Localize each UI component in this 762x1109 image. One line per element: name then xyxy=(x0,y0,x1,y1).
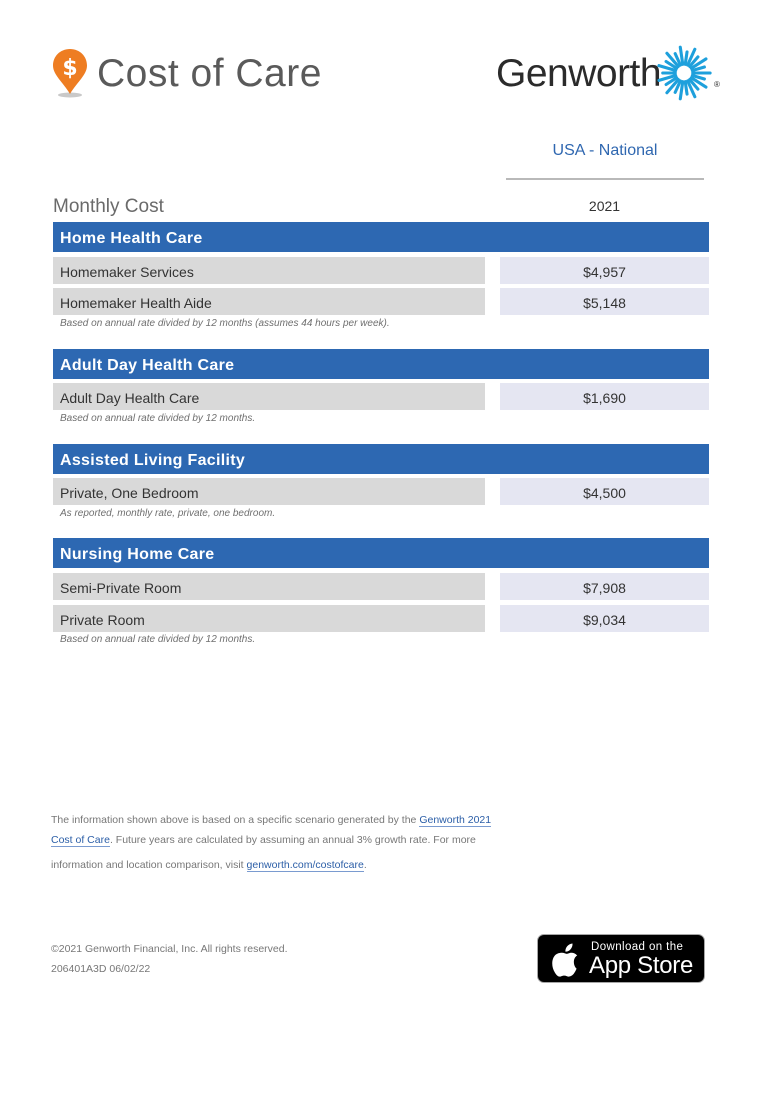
apple-logo-icon xyxy=(552,943,580,977)
row-value: $5,148 xyxy=(500,288,709,315)
copyright: ©2021 Genworth Financial, Inc. All rights reserved. xyxy=(51,943,288,955)
app-store-small-label: Download on the xyxy=(591,941,684,953)
row-value: $7,908 xyxy=(500,573,709,600)
disclaimer-line-2 xyxy=(51,834,476,846)
genworth-starburst-icon xyxy=(654,44,714,102)
document-code: 206401A3D 06/02/22 xyxy=(51,963,151,975)
disclaimer-line-3 xyxy=(51,859,367,871)
genworth-logo xyxy=(494,44,724,104)
section-header-adult-day-health-care: Adult Day Health Care xyxy=(53,349,709,379)
row-value: $4,957 xyxy=(500,257,709,284)
section-header-home-health-care: Home Health Care xyxy=(53,222,709,252)
genworth-2021-link[interactable]: Genworth 2021 xyxy=(419,814,492,826)
app-store-badge[interactable] xyxy=(537,934,705,983)
disclaimer-text: . xyxy=(363,859,367,871)
row-label: Semi-Private Room xyxy=(53,573,485,600)
section-header-nursing-home-care: Nursing Home Care xyxy=(53,538,709,568)
section-note: Based on annual rate divided by 12 months. xyxy=(60,634,256,645)
dollar-location-pin-icon xyxy=(52,48,88,98)
monthly-cost-heading: Monthly Cost xyxy=(53,196,164,217)
registered-mark: ® xyxy=(714,80,720,89)
costofcare-url-link[interactable]: genworth.com/costofcare xyxy=(246,859,364,871)
row-label: Adult Day Health Care xyxy=(53,383,485,410)
section-header-assisted-living-facility: Assisted Living Facility xyxy=(53,444,709,474)
row-label: Homemaker Health Aide xyxy=(53,288,485,315)
brand-title: Cost of Care xyxy=(97,52,322,95)
disclaimer-text: information and location comparison, visit xyxy=(51,859,247,871)
section-note: Based on annual rate divided by 12 months. xyxy=(60,413,256,424)
disclaimer-line-1 xyxy=(51,814,491,826)
year-column-header: 2021 xyxy=(588,198,621,214)
row-label: Private Room xyxy=(53,605,485,632)
row-label: Homemaker Services xyxy=(53,257,485,284)
svg-text:$: $ xyxy=(62,56,78,81)
section-note: As reported, monthly rate, private, one bedroom. xyxy=(60,508,276,519)
row-label: Private, One Bedroom xyxy=(53,478,485,505)
row-value: $1,690 xyxy=(500,383,709,410)
cost-of-care-link[interactable]: Cost of Care xyxy=(51,834,110,846)
partner-name: Genworth xyxy=(496,52,662,95)
region-label: USA - National xyxy=(552,142,658,159)
row-value: $4,500 xyxy=(500,478,709,505)
app-store-big-label: App Store xyxy=(589,952,694,979)
disclaimer-text: . Future years are calculated by assuming an annual 3% growth rate. For more xyxy=(109,834,476,846)
region-divider xyxy=(506,178,704,180)
row-value: $9,034 xyxy=(500,605,709,632)
disclaimer-text: The information shown above is based on a specific scenario generated by the xyxy=(51,814,420,826)
section-note: Based on annual rate divided by 12 months (assumes 44 hours per week). xyxy=(60,318,390,329)
cost-of-care-logo xyxy=(52,48,322,102)
